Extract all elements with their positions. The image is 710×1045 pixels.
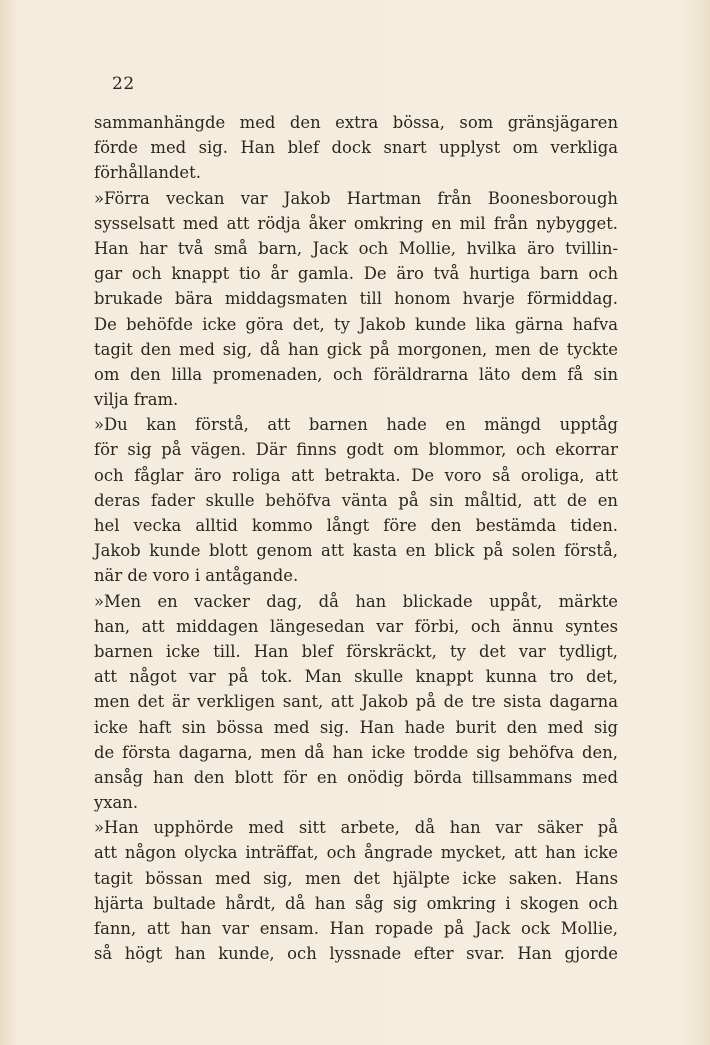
text-line: och fåglar äro roliga att betrakta. De voro så oroliga, att <box>94 465 618 485</box>
text-line: förhållandet. <box>94 163 201 183</box>
text-line: om den lilla promenaden, och föräldrarna läto dem få sin <box>94 364 618 384</box>
text-line: sysselsatt med att rödja åker omkring en mil från nybygget. <box>94 213 618 233</box>
text-line: icke haft sin bössa med sig. Han hade burit den med sig <box>94 717 618 737</box>
text-line: sammanhängde med den extra bössa, som gränsjägaren <box>94 113 618 132</box>
text-line: så högt han kunde, och lyssnade efter svar. Han gjorde <box>94 944 618 964</box>
text-line: barnen icke till. Han blef förskräckt, ty det var tydligt, <box>94 641 618 661</box>
text-line: gar och knappt tio år gamla. De äro två hurtiga barn och <box>94 264 618 284</box>
text-line: han, att middagen längesedan var förbi, och ännu syntes <box>94 616 618 636</box>
text-line: men det är verkligen sant, att Jakob på de tre sista dagarna <box>94 692 618 712</box>
text-line: de första dagarna, men då han icke trodde sig behöfva den, <box>94 742 618 762</box>
text-line: att något var på tok. Man skulle knappt kunna tro det, <box>94 667 618 687</box>
text-line: hjärta bultade hårdt, då han såg sig omkring i skogen och <box>94 893 618 913</box>
text-line: tagit den med sig, då han gick på morgonen, men de tyckte <box>94 339 618 359</box>
text-line: att någon olycka inträffat, och ångrade mycket, att han icke <box>94 843 618 863</box>
text-line: ansåg han den blott för en onödig börda tillsammans med <box>94 767 618 787</box>
text-line: fann, att han var ensam. Han ropade på Jack ock Mollie, <box>94 919 618 938</box>
text-line: Han har två små barn, Jack och Mollie, hvilka äro tvillin- <box>94 238 618 258</box>
text-line: »Han upphörde med sitt arbete, då han var säker på <box>94 818 618 838</box>
text-line: hel vecka alltid kommo långt före den bestämda tiden. <box>94 516 618 535</box>
text-line: »Du kan förstå, att barnen hade en mängd upptåg <box>94 415 618 435</box>
text-line: för sig på vägen. Där finns godt om blommor, och ekorrar <box>94 440 618 460</box>
page-number: 22 <box>112 74 135 94</box>
text-line: yxan. <box>94 793 139 813</box>
text-line: »Men en vacker dag, då han blickade uppåt, märkte <box>94 591 618 611</box>
text-line: Jakob kunde blott genom att kasta en blick på solen förstå, <box>94 541 618 561</box>
text-line: vilja fram. <box>94 390 179 410</box>
text-line: De behöfde icke göra det, ty Jakob kunde lika gärna hafva <box>94 314 618 334</box>
text-line: »Förra veckan var Jakob Hartman från Boonesborough <box>94 188 618 208</box>
text-line: tagit bössan med sig, men det hjälpte icke saken. Hans <box>94 868 618 888</box>
text-line: förde med sig. Han blef dock snart upplyst om verkliga <box>94 138 618 158</box>
text-line: brukade bära middagsmaten till honom hvarje förmiddag. <box>94 289 618 309</box>
text-line: deras fader skulle behöfva vänta på sin måltid, att de en <box>94 490 618 510</box>
text-line: när de voro i antågande. <box>94 566 299 586</box>
body-text <box>94 110 618 966</box>
